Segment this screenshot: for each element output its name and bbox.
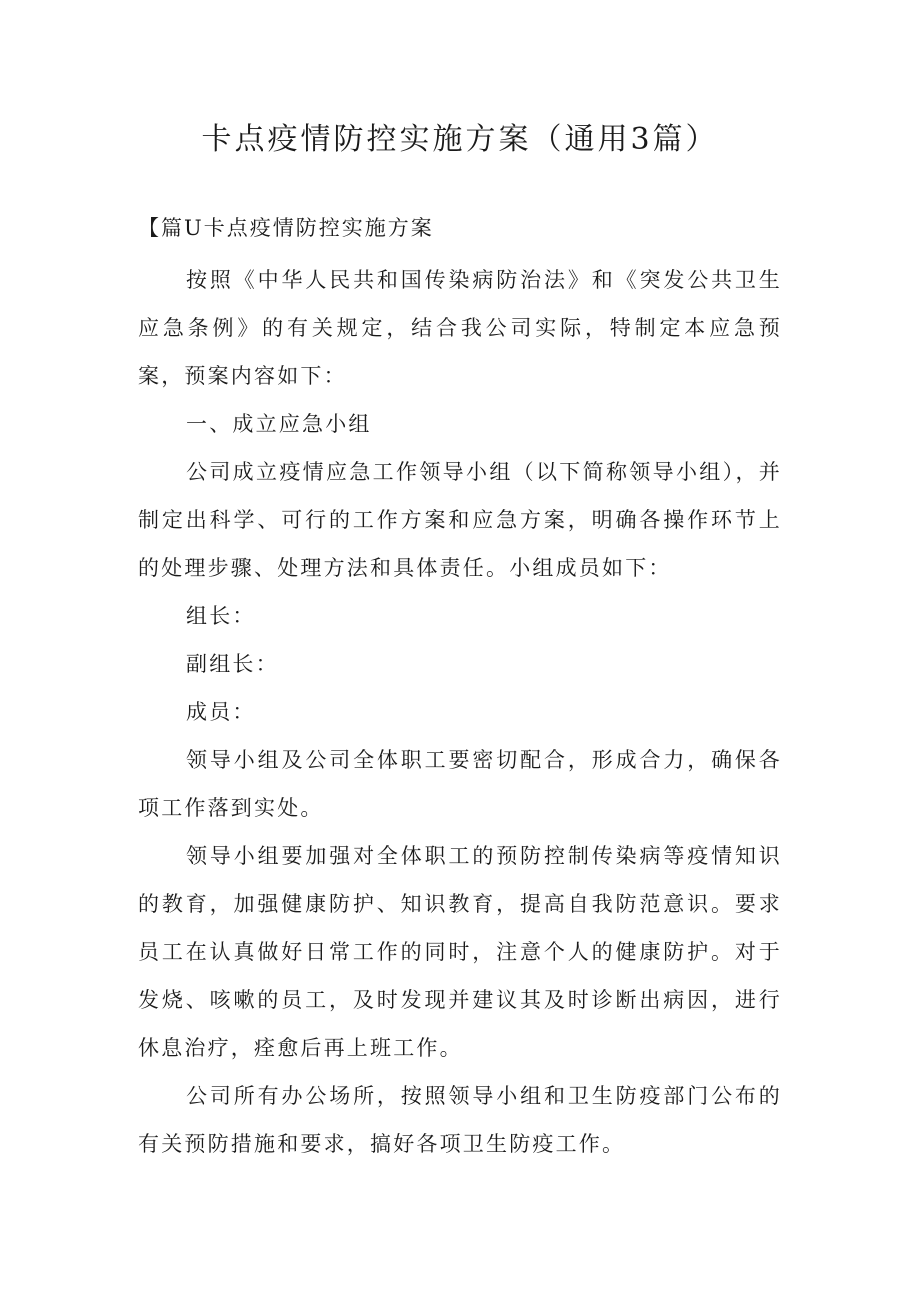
paragraph-cooperation: 领导小组及公司全体职工要密切配合，形成合力，确保各项工作落到实处。 xyxy=(138,748,782,820)
paragraph-education: 领导小组要加强对全体职工的预防控制传染病等疫情知识的教育，加强健康防护、知识教育，提高自我防范意识。要求员工在认真做好日常工作的同时，注意个人的健康防护。对于发烧、咳嗽的员工，及时发现并建议其及时诊断出病因，进行休息治疗，痊愈后再上班工作。 xyxy=(138,844,782,1060)
paragraph-members: 成员： xyxy=(186,700,256,724)
document-title: 卡点疫情防控实施方案（通用3篇） xyxy=(201,122,719,157)
section-heading: 【篇U卡点疫情防控实施方案 xyxy=(138,216,434,240)
paragraph-intro: 按照《中华人民共和国传染病防治法》和《突发公共卫生应急条例》的有关规定，结合我公司实际，特制定本应急预案，预案内容如下： xyxy=(138,268,782,388)
paragraph-heading-1: 一、成立应急小组 xyxy=(186,412,372,436)
paragraph-leader: 组长： xyxy=(186,604,256,628)
paragraph-deputy-leader: 副组长： xyxy=(186,652,279,676)
paragraph-leader-group: 公司成立疫情应急工作领导小组（以下简称领导小组），并制定出科学、可行的工作方案和应急方案，明确各操作环节上的处理步骤、处理方法和具体责任。小组成员如下： xyxy=(138,460,782,580)
paragraph-offices: 公司所有办公场所，按照领导小组和卫生防疫部门公布的有关预防措施和要求，搞好各项卫生防疫工作。 xyxy=(138,1084,782,1156)
